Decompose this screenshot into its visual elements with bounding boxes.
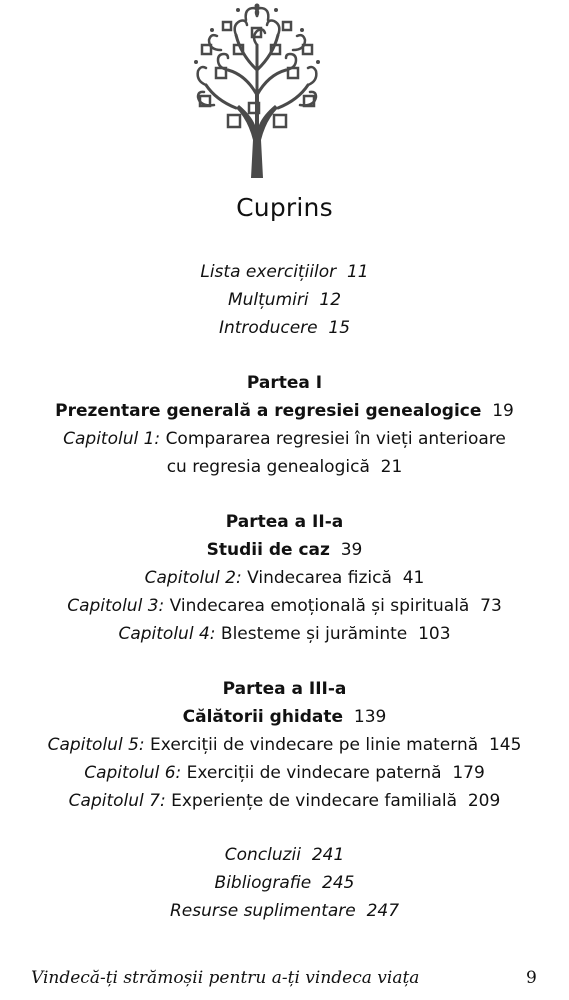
toc-entry-back: [0, 845, 569, 865]
toc-entry-label: Lista exercițiilor: [200, 262, 337, 282]
chapter-label: Capitolul 2:: [144, 568, 242, 588]
chapter-label: Capitolul 1:: [63, 429, 161, 449]
toc-chapter: [0, 763, 569, 783]
part-heading: [0, 540, 569, 560]
toc-entry-page: 15: [328, 318, 351, 338]
part-heading: [0, 707, 569, 727]
toc-entry-back: [0, 873, 569, 893]
toc-entry-front: [0, 262, 569, 282]
part-label: Partea I: [246, 373, 323, 393]
chapter-title: Exerciții de vindecare pe linie maternă: [150, 735, 479, 755]
toc-entry-label: Introducere: [218, 318, 318, 338]
chapter-page: 103: [418, 624, 451, 644]
toc-chapter: [0, 568, 569, 588]
part-page: 39: [340, 540, 363, 560]
toc-entry-page: 241: [311, 845, 345, 865]
chapter-title: Blesteme și jurăminte: [220, 624, 408, 644]
part-page: 19: [492, 401, 514, 421]
toc-chapter: [0, 791, 569, 811]
chapter-title: Vindecarea fizică: [247, 568, 392, 588]
part-title: Studii de caz: [206, 540, 330, 560]
running-footer-title: Vindecă-ți strămoșii pentru a-ți vindeca viața: [31, 968, 420, 988]
toc-entry-label: Mulțumiri: [227, 290, 309, 310]
chapter-title: Vindecarea emoțională și spirituală: [169, 596, 470, 616]
part-title: Prezentare generală a regresiei genealogice: [55, 401, 482, 421]
chapter-page: 73: [480, 596, 502, 616]
toc-entry-front: [0, 318, 569, 338]
part-label: Partea a II-a: [225, 512, 344, 532]
chapter-title: Compararea regresiei în vieți anterioare: [165, 429, 506, 449]
chapter-page: 145: [488, 735, 522, 755]
toc-chapter: [0, 596, 569, 616]
page-number: 9: [526, 968, 537, 988]
chapter-label: Capitolul 5:: [47, 735, 145, 755]
part-page: 139: [353, 707, 387, 727]
part-label: Partea a III-a: [222, 679, 347, 699]
chapter-label: Capitolul 3:: [67, 596, 165, 616]
toc-entry-front: [0, 290, 569, 310]
toc-entry-back: [0, 901, 569, 921]
chapter-title: Exerciții de vindecare paternă: [186, 763, 442, 783]
toc-chapter: [0, 624, 569, 644]
chapter-title: Experiențe de vindecare familială: [171, 791, 458, 811]
chapter-page: 179: [452, 763, 485, 783]
toc-entry-label: Concluzii: [224, 845, 301, 865]
family-tree-icon: [176, 0, 338, 178]
toc-entry-label: Resurse suplimentare: [169, 901, 356, 921]
chapter-label: Capitolul 7:: [68, 791, 166, 811]
toc-entry-page: 247: [366, 901, 400, 921]
chapter-label: Capitolul 4:: [118, 624, 216, 644]
chapter-page: 209: [467, 791, 501, 811]
toc-entry-page: 245: [322, 873, 355, 893]
toc-entry-label: Bibliografie: [214, 873, 312, 893]
chapter-page: 41: [402, 568, 425, 588]
toc-chapter: [0, 429, 569, 449]
toc-chapter-continuation: [0, 457, 569, 477]
chapter-title-cont: cu regresia genealogică: [166, 457, 370, 477]
chapter-label: Capitolul 6:: [84, 763, 182, 783]
toc-entry-page: 12: [319, 290, 342, 310]
toc-entry-page: 11: [346, 262, 369, 282]
part-title: Călătorii ghidate: [182, 707, 344, 727]
part-heading: [0, 401, 569, 421]
chapter-page: 21: [380, 457, 403, 477]
page-title: Cuprins: [236, 193, 333, 222]
toc-chapter: [0, 735, 569, 755]
